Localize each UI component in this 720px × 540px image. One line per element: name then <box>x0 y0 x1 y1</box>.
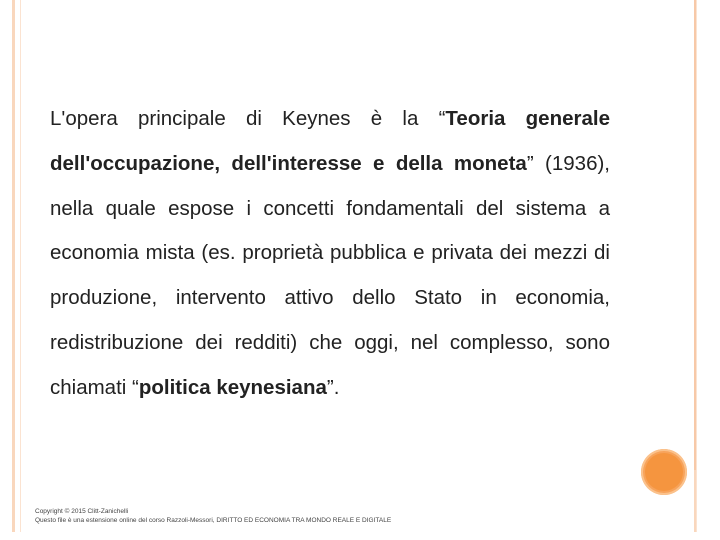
body-text-part2: ” (1936), nella quale espose i concetti fondamentali del sistema a economia mista (es. proprietà pubblica e privata dei mezzi di produzione, intervento attivo dello Stato in economia, redistribuzione dei redditi) che oggi, nel complesso, sono chiamati “ <box>50 151 610 399</box>
body-text-part3: ”. <box>326 375 340 399</box>
body-text-part1: L'opera principale di Keynes è la “ <box>50 107 446 130</box>
body-paragraph <box>50 97 610 411</box>
course-line: Questo file è una estensione online del corso Razzoli-Messori, DIRITTO ED ECONOMIA TRA MONDO REALE E DIGITALE <box>35 517 392 524</box>
copyright-footer <box>35 507 391 525</box>
orange-circle-decoration <box>641 449 687 495</box>
key-term: politica keynesiana <box>138 375 327 399</box>
right-accent-rule <box>694 0 696 470</box>
copyright-line: Copyright © 2015 Clitt-Zanichelli <box>35 508 129 515</box>
book-title: Teoria generale dell'occupazione, dell'interesse e della moneta <box>50 107 610 175</box>
